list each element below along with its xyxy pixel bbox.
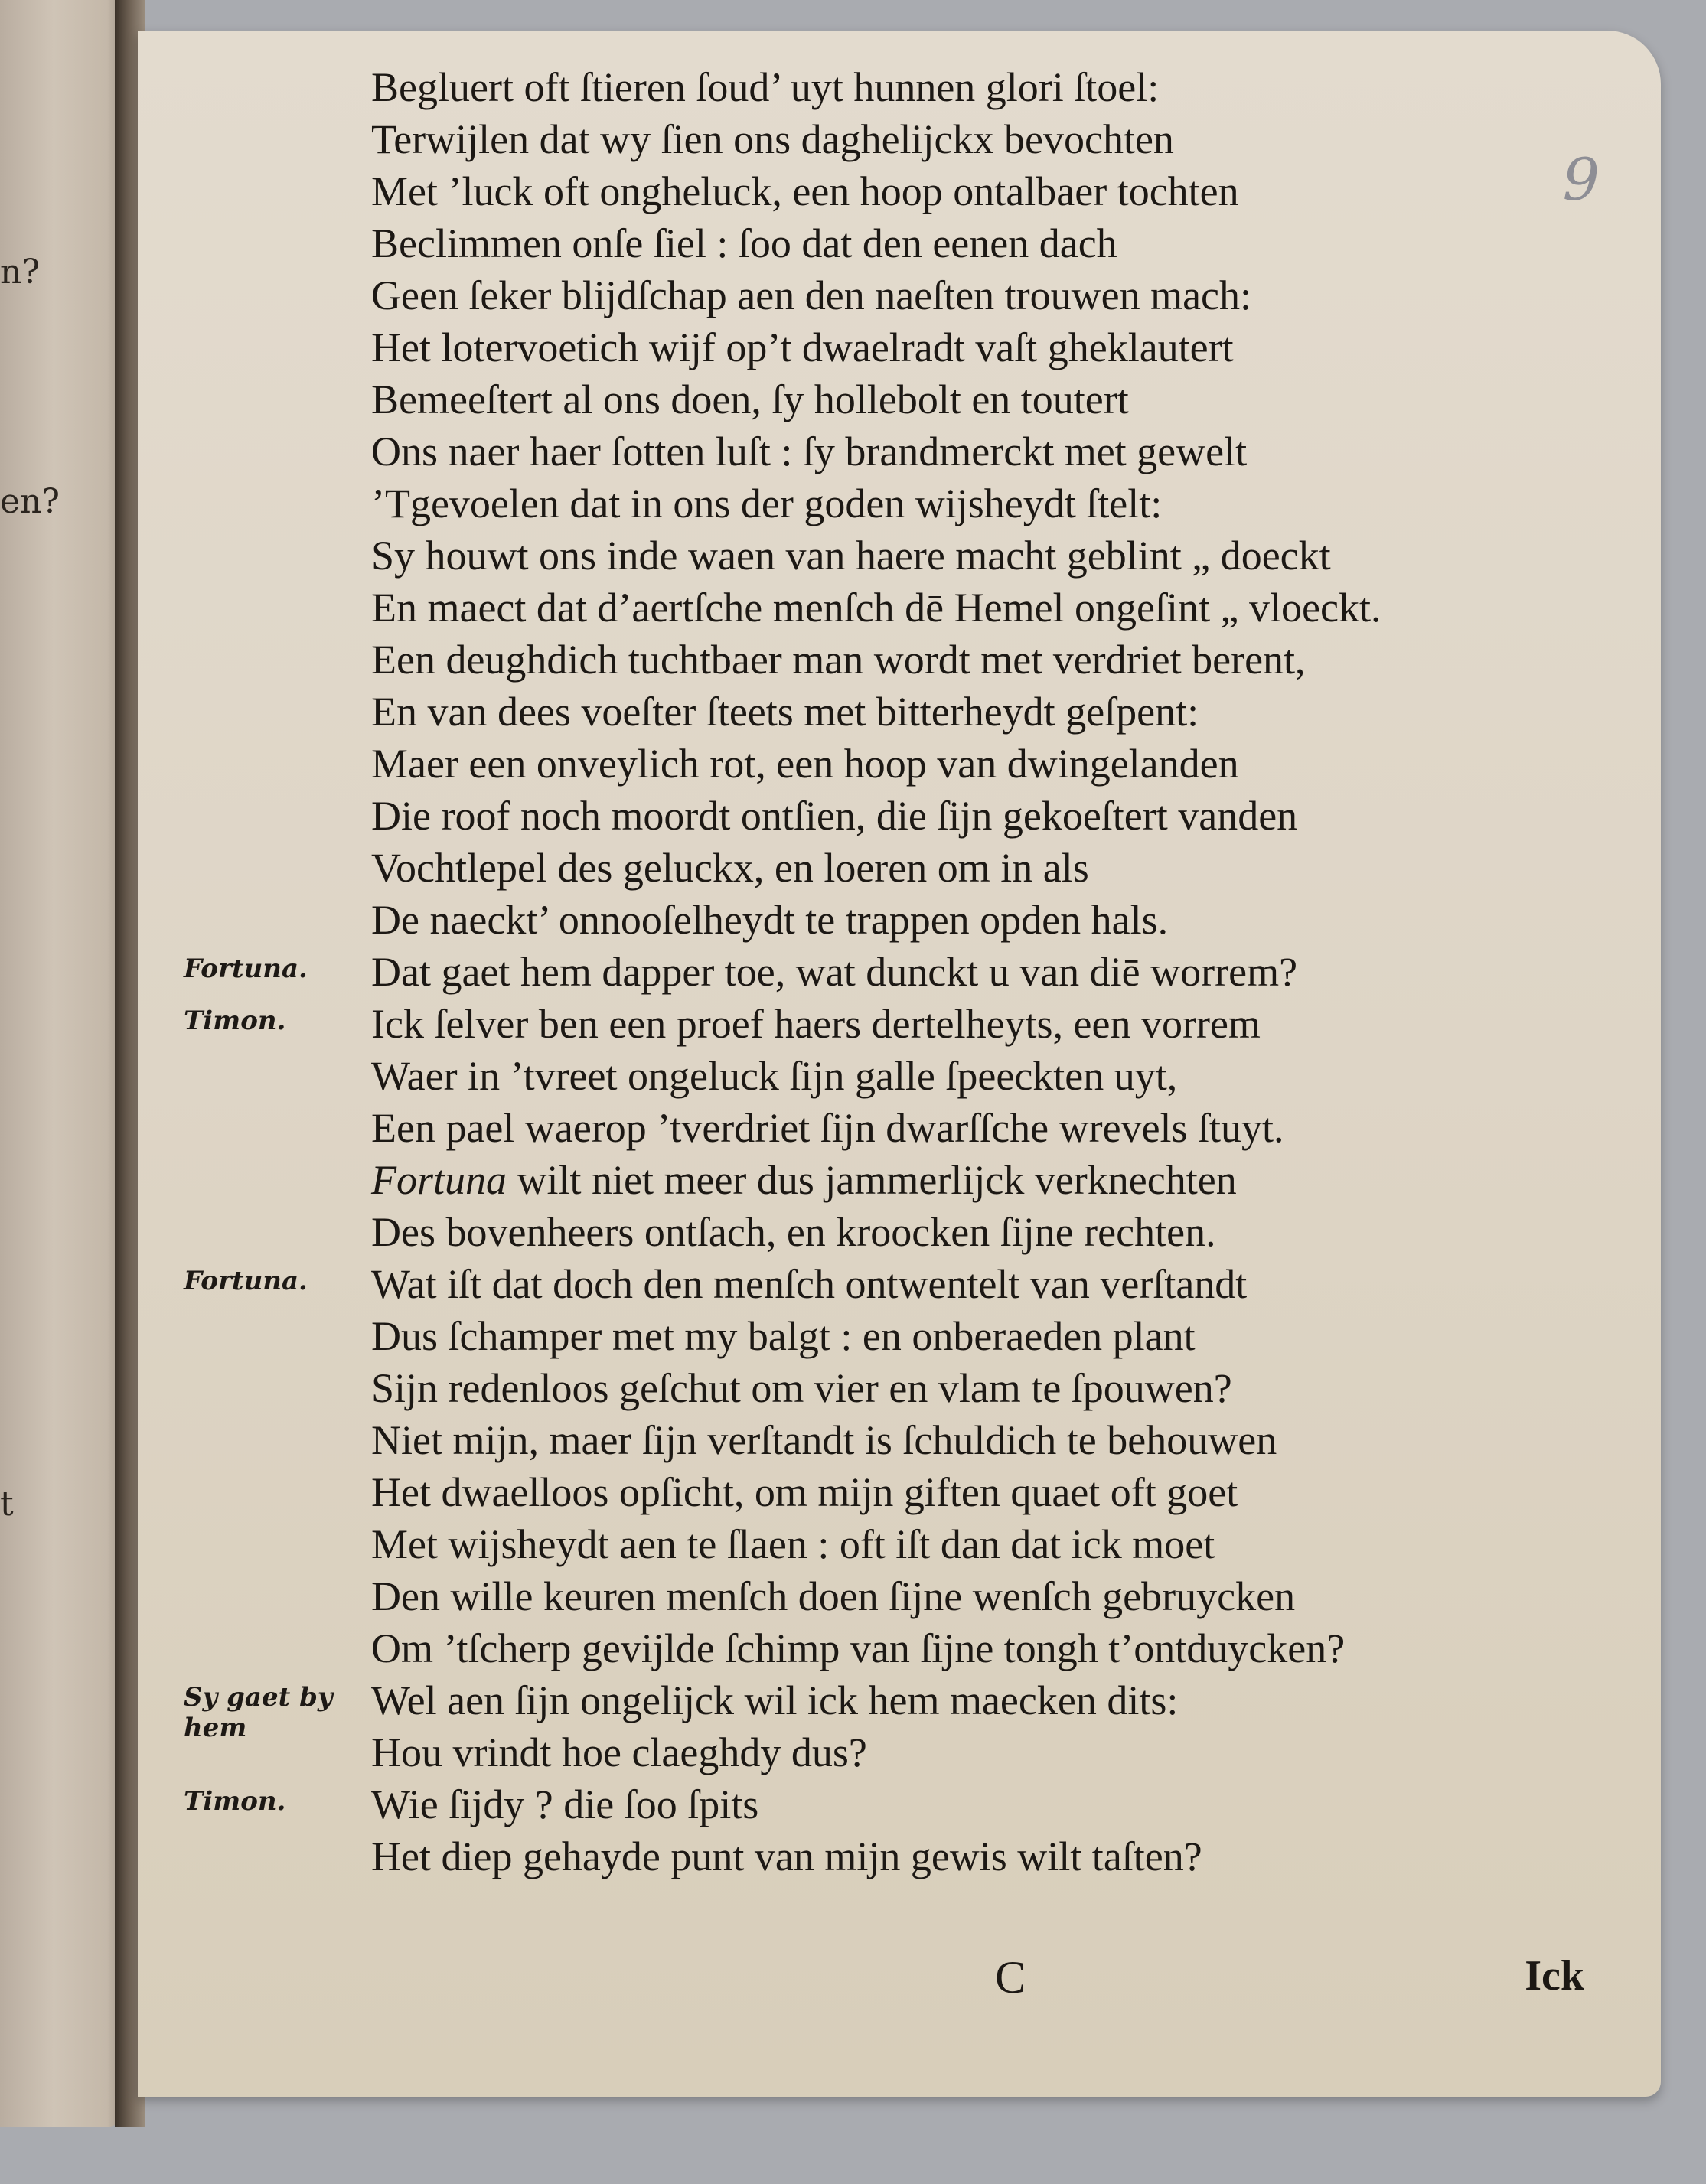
verse-line [138,946,1661,998]
verse-line [138,1830,1661,1882]
catchword: Ick [1525,1952,1584,2000]
speaker-label: Fortuna. [184,1266,308,1296]
verse-text: Het dwaelloos opſicht, om mijn giften quaet oft goet [371,1469,1238,1515]
verse-block [138,61,1661,1882]
verse-line [138,61,1661,113]
verse-text: Niet mijn, maer ſijn verſtandt is ſchuldich te behouwen [371,1417,1277,1463]
book-page [138,31,1661,2097]
verse-line [138,738,1661,790]
verse-text: Dat gaet hem dapper toe, wat dunckt u van diē worrem? [371,949,1298,995]
verse-line [138,269,1661,321]
verse-line [138,634,1661,686]
verse-text: Bemeeſtert al ons doen, ſy hollebolt en toutert [371,376,1129,422]
verse-text: Des bovenheers ontſach, en kroocken ſijne rechten. [371,1209,1216,1255]
verse-line [138,165,1661,217]
verse-text: Geen ſeker blijdſchap aen den naeſten trouwen mach: [371,272,1252,318]
verse-text: Den wille keuren menſch doen ſijne wenſch gebruycken [371,1573,1296,1619]
verse-text: Beclimmen onſe ſiel : ſoo dat den eenen dach [371,220,1117,266]
verse-text: Fortuna wilt niet meer dus jammerlijck verknechten [371,1157,1237,1203]
verse-line [138,478,1661,530]
verse-text: Een deughdich tuchtbaer man wordt met verdriet berent, [371,637,1306,683]
verse-text: Sy houwt ons inde waen van haere macht geblint „ doeckt [371,533,1331,579]
verse-line [138,894,1661,946]
verse-line [138,686,1661,738]
verse-text: Ick ſelver ben een proef haers dertelheyts, een vorrem [371,1001,1261,1047]
verse-line [138,1102,1661,1154]
verse-text: Die roof noch moordt ontſien, die ſijn gekoeſtert vanden [371,793,1298,839]
italic-name: Fortuna [371,1157,507,1203]
verse-text: Wel aen ſijn ongelijck wil ick hem maecken dits: [371,1677,1179,1723]
verse-line [138,1466,1661,1518]
verse-text: En van dees voeſter ſteets met bitterheydt geſpent: [371,689,1199,735]
page-number: 9 [1562,145,1600,214]
signature-mark: C [995,1952,1026,2003]
verse-text: Met ’luck oft ongheluck, een hoop ontalbaer tochten [371,168,1239,214]
verse-text: Vochtlepel des geluckx, en loeren om in als [371,845,1089,891]
facing-page-fragment: en? [0,482,60,521]
verse-text: ’Tgevoelen dat in ons der goden wijsheydt ſtelt: [371,481,1163,526]
verse-line [138,1414,1661,1466]
verse-line [138,582,1661,634]
verse-line [138,321,1661,373]
verse-text: Wie ſijdy ? die ſoo ſpits [371,1781,759,1827]
verse-line [138,1206,1661,1258]
verse-line [138,790,1661,842]
verse-line [138,1778,1661,1830]
verse-line [138,373,1661,425]
speaker-label: Sy gaet by hem [184,1682,333,1743]
verse-text: Sijn redenloos geſchut om vier en vlam te ſpouwen? [371,1365,1232,1411]
verse-text: Het lotervoetich wijf op’t dwaelradt vaſt gheklautert [371,324,1234,370]
facing-page-fragment: t [0,1485,14,1524]
verse-text: Terwijlen dat wy ſien ons daghelijckx bevochten [371,116,1174,162]
verse-text: Wat iſt dat doch den menſch ontwentelt van verſtandt [371,1261,1248,1307]
facing-page [0,0,134,2127]
verse-line [138,998,1661,1050]
verse-line [138,1674,1661,1743]
verse-text: Om ’tſcherp gevijlde ſchimp van ſijne tongh t’ontduycken? [371,1625,1346,1671]
speaker-label: Timon. [184,1006,286,1036]
verse-text: Dus ſchamper met my balgt : en onberaeden plant [371,1313,1196,1359]
verse-line [138,1258,1661,1310]
verse-line [138,1050,1661,1102]
verse-line [138,1518,1661,1570]
facing-page-fragment: n? [0,253,40,292]
verse-text: Maer een onveylich rot, een hoop van dwingelanden [371,741,1239,787]
verse-line [138,1726,1661,1778]
verse-text: Ons naer haer ſotten luſt : ſy brandmerckt met gewelt [371,429,1248,474]
speaker-label: Fortuna. [184,953,308,984]
verse-text: Waer in ’tvreet ongeluck ſijn galle ſpeeckten uyt, [371,1053,1178,1099]
verse-line [138,1154,1661,1206]
verse-line [138,113,1661,165]
verse-text: Het diep gehayde punt van mijn gewis wilt taſten? [371,1834,1202,1879]
verse-line [138,530,1661,582]
verse-line [138,425,1661,478]
verse-line [138,1570,1661,1622]
verse-line [138,1362,1661,1414]
verse-line [138,842,1661,894]
verse-line [138,217,1661,269]
verse-text: Een pael waerop ’tverdriet ſijn dwarſſche wrevels ſtuyt. [371,1105,1284,1151]
verse-line [138,1310,1661,1362]
verse-line [138,1622,1661,1674]
verse-text: Begluert oft ſtieren ſoud’ uyt hunnen glori ſtoel: [371,64,1160,110]
verse-text: Hou vrindt hoe claeghdy dus? [371,1729,867,1775]
verse-text: De naeckt’ onnooſelheydt te trappen opden hals. [371,897,1169,943]
speaker-label: Timon. [184,1786,286,1817]
verse-text: Met wijsheydt aen te ſlaen : oft iſt dan dat ick moet [371,1521,1215,1567]
verse-text: En maect dat d’aertſche menſch dē Hemel ongeſint „ vloeckt. [371,585,1381,631]
